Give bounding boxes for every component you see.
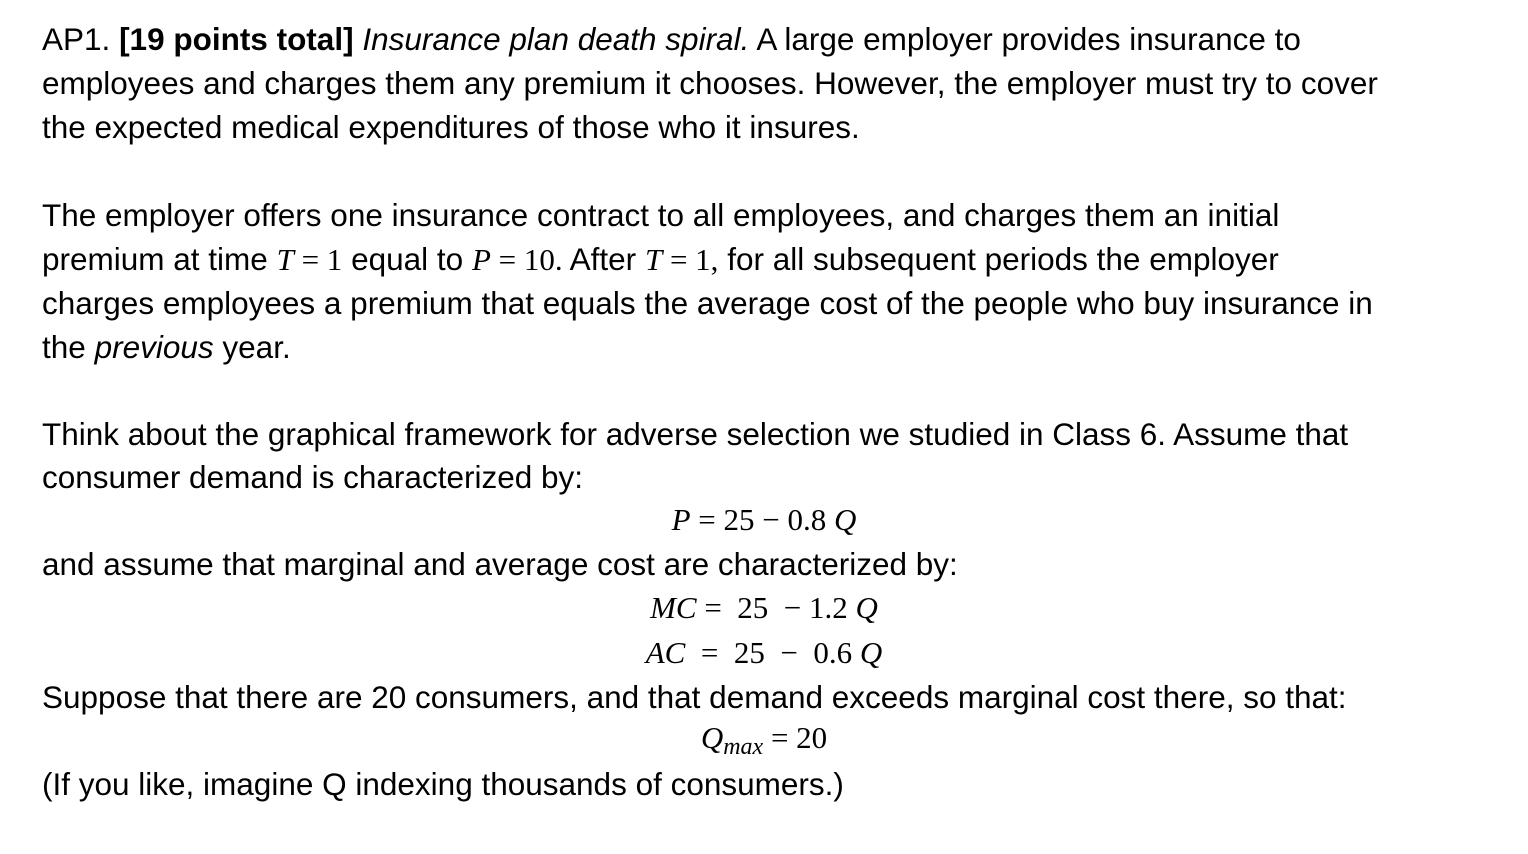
problem-label: AP1. (42, 21, 111, 57)
cost-intro-line: and assume that marginal and average cost are characterized by: (42, 546, 958, 582)
math-var: AC (645, 635, 686, 670)
math-var: P (471, 242, 491, 277)
math-expr: = 25 − 1.2 (696, 590, 856, 625)
text-segment: premium at time (42, 241, 268, 277)
math-var: Q (855, 590, 878, 625)
text-segment: After (569, 241, 637, 277)
math-var: MC (650, 590, 697, 625)
text-segment: the (42, 329, 86, 365)
math-value: = 1 (293, 242, 343, 277)
math-var: T (644, 242, 663, 277)
math-var: T (276, 242, 294, 277)
problem-header-line (42, 21, 1301, 57)
problem-title: Insurance plan death spiral. (362, 21, 750, 57)
math-var: Q (859, 635, 883, 670)
emphasis-previous: previous (94, 329, 214, 365)
math-value: = 1, (662, 242, 719, 277)
math-expr: = 20 (763, 720, 828, 755)
framework-text-line-1: Think about the graphical framework for adverse selection we studied in Class 6. Assume that (42, 416, 1349, 452)
premium-text-line-3: charges employees a premium that equals the average cost of the people who buy insurance in (42, 285, 1373, 321)
note-line: (If you like, imagine Q indexing thousands of consumers.) (42, 766, 844, 802)
math-time-eq (277, 242, 343, 277)
points-label: [19 points total] (119, 21, 354, 57)
marginal-cost-equation (0, 590, 1528, 626)
math-expr: = 25 − 0.8 (690, 502, 834, 537)
premium-text-line-2 (42, 241, 1279, 278)
math-var: Q (834, 502, 857, 537)
math-value: = 10. (490, 242, 563, 277)
premium-text-line-4 (42, 329, 291, 365)
suppose-line: Suppose that there are 20 consumers, and that demand exceeds marginal cost there, so that: (42, 679, 1347, 715)
framework-text-line-2: consumer demand is characterized by: (42, 459, 584, 495)
premium-text-line-1: The employer offers one insurance contract to all employees, and charges them an initial (42, 197, 1280, 233)
qmax-equation (0, 720, 1528, 765)
problem-text-line-2: employees and charges them any premium it chooses. However, the employer must try to cover (42, 65, 1378, 101)
math-var: Q (700, 720, 724, 755)
math-var: P (671, 502, 691, 537)
text-segment: equal to (351, 241, 464, 277)
problem-intro-text: A large employer provides insurance to (756, 21, 1301, 57)
problem-text-line-3: the expected medical expenditures of those who it insures. (42, 109, 860, 145)
math-subscript: max (723, 734, 764, 760)
average-cost-equation (0, 635, 1528, 671)
math-time-eq (645, 242, 718, 277)
math-premium-eq (472, 242, 563, 277)
text-segment: for all subsequent periods the employer (727, 241, 1279, 277)
demand-equation (0, 502, 1528, 538)
math-expr: = 25 − 0.6 (685, 635, 860, 670)
text-segment: year. (222, 329, 291, 365)
